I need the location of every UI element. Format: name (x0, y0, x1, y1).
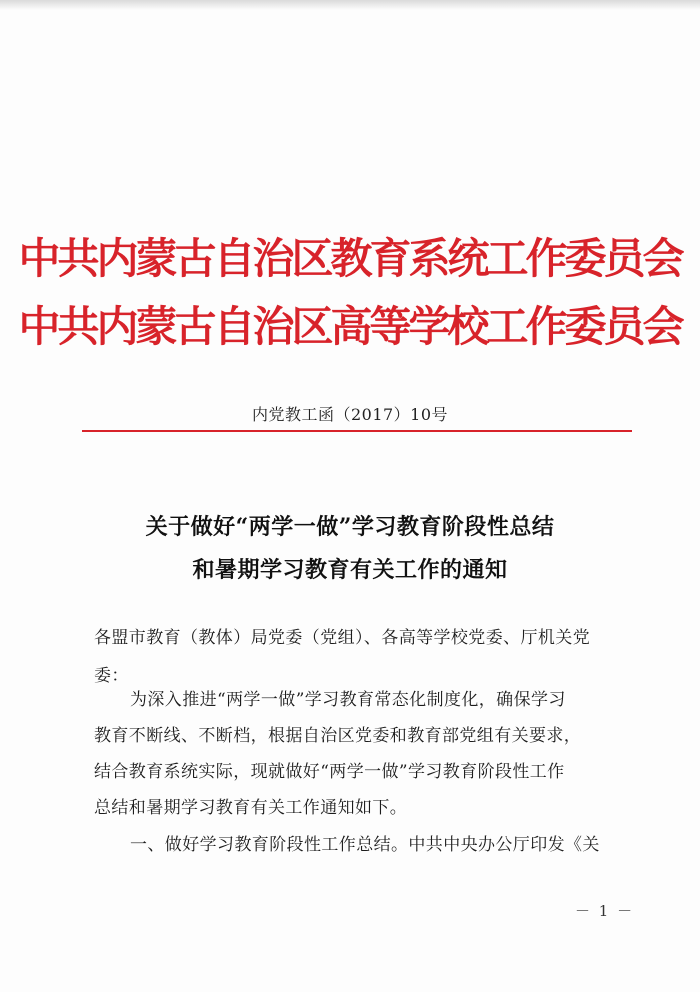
notice-title-line-1: 关于做好“两学一做”学习教育阶段性总结 (145, 514, 555, 540)
body-line: 教育不断线、不断档，根据自治区党委和教育部党组有关要求， (94, 726, 582, 746)
body-line: 委： (94, 666, 129, 686)
notice-title-line-2: 和暑期学习教育有关工作的通知 (192, 557, 508, 583)
body-line: 一、做好学习教育阶段性工作总结。中共中央办公厅印发《关 (130, 835, 600, 855)
body-line: 总结和暑期学习教育有关工作通知如下。 (94, 798, 408, 818)
issuer-line-2: 中共内蒙古自治区高等学校工作委员会 (18, 302, 682, 351)
body-line: 各盟市教育（教体）局党委（党组）、各高等学校党委、厅机关党 (94, 628, 591, 648)
red-divider (82, 430, 632, 432)
page-number: － 1 － (575, 902, 635, 920)
document-number: 内党教工函（2017）10号 (251, 405, 449, 424)
body-line: 结合教育系统实际，现就做好“两学一做”学习教育阶段性工作 (94, 762, 565, 782)
scan-top-shadow (0, 0, 700, 10)
body-line: 为深入推进“两学一做”学习教育常态化制度化，确保学习 (130, 690, 566, 710)
issuer-line-1: 中共内蒙古自治区教育系统工作委员会 (18, 234, 682, 283)
